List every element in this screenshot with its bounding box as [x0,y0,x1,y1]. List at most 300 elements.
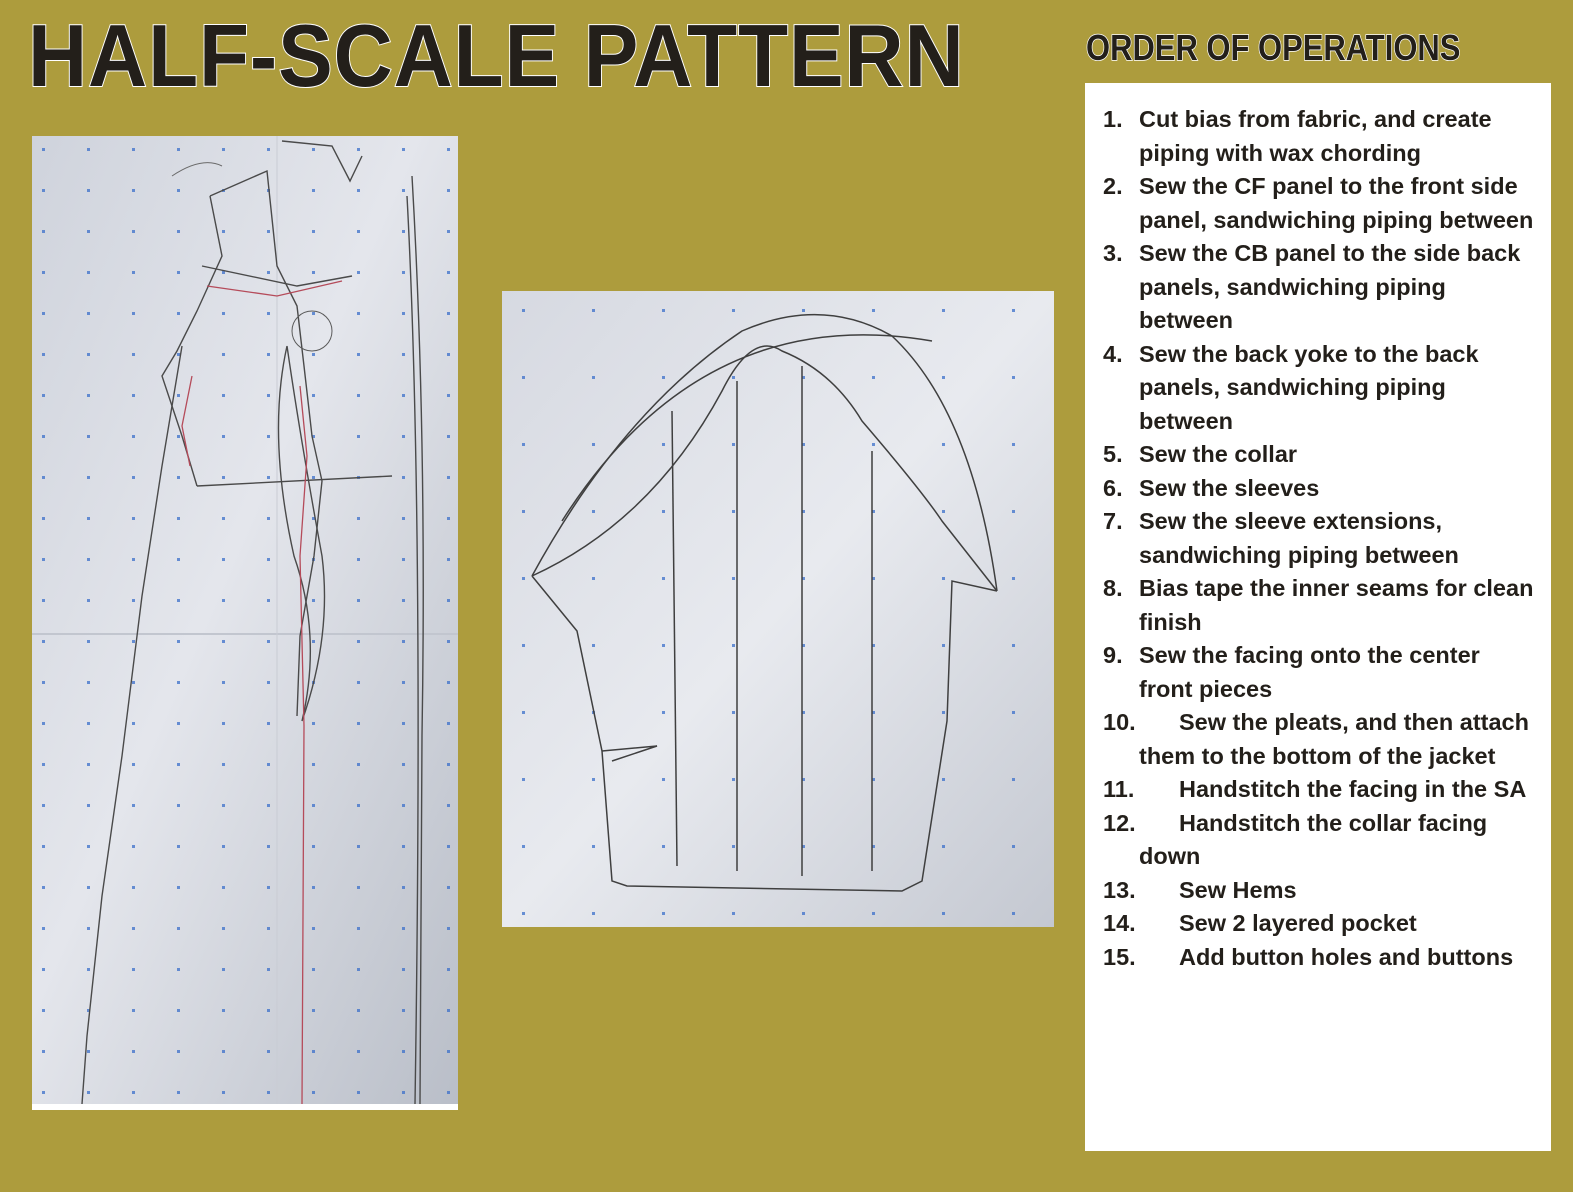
grid-dot [177,476,180,479]
item-text: Handstitch the collar facing down [1139,809,1488,869]
grid-dot [522,711,525,714]
grid-dot [87,599,90,602]
list-item [1103,438,1535,472]
grid-dot [357,845,360,848]
list-item [1103,572,1535,639]
grid-dot [357,1091,360,1094]
grid-dot [312,148,315,151]
list-item [1103,773,1535,807]
grid-dot [42,271,45,274]
grid-dot [402,1009,405,1012]
grid-dot [222,558,225,561]
grid-dot [267,845,270,848]
grid-dot [447,804,450,807]
grid-dot [312,230,315,233]
grid-dot [87,1050,90,1053]
grid-dot [222,722,225,725]
grid-dot [402,312,405,315]
grid-dot [942,510,945,513]
grid-dot [732,644,735,647]
bodice-pattern-photo [32,136,458,1110]
grid-dot [357,1050,360,1053]
grid-dot [312,1050,315,1053]
grid-dot [357,394,360,397]
grid-dot [132,681,135,684]
grid-dot [132,722,135,725]
grid-dot [132,271,135,274]
grid-dot [732,443,735,446]
grid-dot [132,394,135,397]
grid-dot [222,968,225,971]
grid-dot [357,148,360,151]
list-item [1103,170,1535,237]
grid-dot [1012,912,1015,915]
item-number: 2. [1103,173,1123,199]
grid-dot [732,912,735,915]
grid-dot [592,510,595,513]
grid-dot [662,376,665,379]
grid-dot [222,845,225,848]
grid-dot [1012,778,1015,781]
grid-dot [402,804,405,807]
grid-dot [522,443,525,446]
grid-dot [177,640,180,643]
grid-dot [662,912,665,915]
grid-dot [177,517,180,520]
grid-dot [87,230,90,233]
grid-dot [662,644,665,647]
grid-dot [177,353,180,356]
grid-dot [1012,711,1015,714]
grid-dot [132,804,135,807]
grid-dot [357,763,360,766]
bodice-pattern-drawing [32,136,458,1104]
grid-dot [447,1050,450,1053]
grid-dot [177,1091,180,1094]
grid-dot [87,517,90,520]
grid-dot [267,599,270,602]
grid-dot [87,1091,90,1094]
grid-dot [357,435,360,438]
grid-dot [222,394,225,397]
grid-dot [42,1050,45,1053]
grid-dot [177,886,180,889]
grid-dot [267,148,270,151]
grid-dot [447,189,450,192]
grid-dot [1012,376,1015,379]
grid-dot [312,1009,315,1012]
grid-dot [312,599,315,602]
grid-dot [222,148,225,151]
grid-dot [132,230,135,233]
grid-dot [267,1091,270,1094]
grid-dot [42,927,45,930]
grid-dot [132,763,135,766]
grid-dot [267,394,270,397]
item-text: Sew the pleats, and then attach them to the bottom of the jacket [1139,709,1529,769]
grid-dot [222,312,225,315]
item-text: Handstitch the facing in the SA [1179,776,1527,802]
grid-dot [42,804,45,807]
grid-dot [312,394,315,397]
grid-dot [942,912,945,915]
grid-dot [177,804,180,807]
list-item [1103,237,1535,338]
grid-dot [357,558,360,561]
grid-dot [942,644,945,647]
grid-dot [87,722,90,725]
grid-dot [357,804,360,807]
grid-dot [42,681,45,684]
grid-dot [942,443,945,446]
item-number: 7. [1103,508,1123,534]
grid-dot [177,558,180,561]
grid-dot [267,435,270,438]
grid-dot [312,312,315,315]
grid-dot [42,435,45,438]
grid-dot [732,510,735,513]
grid-dot [132,189,135,192]
grid-dot [447,148,450,151]
grid-dot [942,778,945,781]
item-number: 9. [1103,642,1123,668]
grid-dot [177,927,180,930]
grid-dot [132,886,135,889]
grid-dot [87,558,90,561]
grid-dot [222,517,225,520]
grid-dot [402,394,405,397]
grid-dot [42,353,45,356]
grid-dot [592,443,595,446]
grid-dot [447,394,450,397]
item-number: 10. [1103,709,1136,735]
grid-dot [132,1009,135,1012]
grid-dot [592,309,595,312]
grid-dot [447,1009,450,1012]
grid-dot [177,722,180,725]
item-number: 11. [1103,776,1135,802]
grid-dot [522,912,525,915]
grid-dot [312,927,315,930]
grid-dot [732,376,735,379]
grid-dot [1012,577,1015,580]
list-item [1103,472,1535,506]
grid-dot [177,148,180,151]
grid-dot [522,577,525,580]
grid-dot [357,189,360,192]
item-text: Sew 2 layered pocket [1179,910,1417,936]
grid-dot [942,845,945,848]
grid-dot [177,271,180,274]
grid-dot [222,353,225,356]
grid-dot [402,1050,405,1053]
grid-dot [267,927,270,930]
list-item [1103,941,1535,975]
list-item [1103,505,1535,572]
grid-dot [132,476,135,479]
grid-dot [522,644,525,647]
grid-dot [447,845,450,848]
grid-dot [662,443,665,446]
item-number: 6. [1103,474,1123,501]
grid-dot [87,968,90,971]
grid-dot [42,517,45,520]
grid-dot [447,476,450,479]
item-number: 1. [1103,106,1123,132]
grid-dot [402,927,405,930]
grid-dot [177,189,180,192]
item-text: Sew the CB panel to the side back panels, sandwiching piping between [1139,240,1521,333]
grid-dot [177,312,180,315]
grid-dot [222,1050,225,1053]
item-text: Sew the sleeves [1139,474,1320,501]
grid-dot [357,517,360,520]
grid-dot [87,476,90,479]
item-number: 5. [1103,441,1123,467]
grid-dot [177,435,180,438]
grid-dot [222,763,225,766]
grid-dot [357,640,360,643]
grid-dot [942,376,945,379]
grid-dot [402,968,405,971]
operations-panel [1085,83,1551,1151]
grid-dot [42,189,45,192]
grid-dot [222,804,225,807]
grid-dot [312,845,315,848]
grid-dot [402,640,405,643]
grid-dot [87,353,90,356]
grid-dot [662,309,665,312]
list-item [1103,807,1535,874]
grid-dot [132,353,135,356]
grid-dot [267,230,270,233]
grid-dot [312,640,315,643]
grid-dot [312,804,315,807]
grid-dot [402,886,405,889]
grid-dot [402,1091,405,1094]
grid-dot [592,912,595,915]
grid-dot [402,599,405,602]
grid-dot [447,1091,450,1094]
grid-dot [447,435,450,438]
grid-dot [662,845,665,848]
grid-dot [87,886,90,889]
grid-dot [42,312,45,315]
grid-dot [732,778,735,781]
grid-dot [592,845,595,848]
grid-dot [267,722,270,725]
grid-dot [447,517,450,520]
grid-dot [42,1009,45,1012]
grid-dot [177,1050,180,1053]
grid-dot [942,577,945,580]
grid-dot [87,763,90,766]
grid-dot [222,886,225,889]
grid-dot [177,1009,180,1012]
grid-dot [267,681,270,684]
grid-dot [132,599,135,602]
grid-dot [802,912,805,915]
grid-dot [132,558,135,561]
grid-dot [402,558,405,561]
grid-dot [802,309,805,312]
grid-dot [312,189,315,192]
grid-dot [357,599,360,602]
grid-dot [592,577,595,580]
grid-dot [87,804,90,807]
grid-dot [132,1050,135,1053]
grid-dot [357,681,360,684]
grid-dot [447,927,450,930]
grid-dot [357,886,360,889]
operations-list [1085,83,1551,974]
grid-dot [942,711,945,714]
list-item [1103,706,1535,773]
item-number: 8. [1103,575,1123,601]
item-text: Bias tape the inner seams for clean finish [1139,575,1534,635]
grid-dot [592,376,595,379]
grid-dot [402,517,405,520]
grid-dot [357,230,360,233]
grid-dot [942,309,945,312]
grid-dot [42,476,45,479]
item-number: 3. [1103,240,1123,266]
grid-dot [267,763,270,766]
grid-dot [402,681,405,684]
grid-dot [267,312,270,315]
grid-dot [87,394,90,397]
grid-dot [132,927,135,930]
grid-dot [872,443,875,446]
sleeve-pattern-drawing [502,291,1054,927]
grid-dot [132,1091,135,1094]
grid-dot [402,763,405,766]
grid-dot [42,968,45,971]
grid-dot [132,148,135,151]
grid-dot [1012,644,1015,647]
grid-dot [357,927,360,930]
grid-dot [87,148,90,151]
grid-dot [87,845,90,848]
grid-dot [132,968,135,971]
grid-dot [267,517,270,520]
grid-dot [222,435,225,438]
grid-dot [447,558,450,561]
grid-dot [267,558,270,561]
grid-dot [522,510,525,513]
grid-dot [402,722,405,725]
grid-dot [522,309,525,312]
grid-dot [87,640,90,643]
grid-dot [222,927,225,930]
grid-dot [87,681,90,684]
list-item [1103,103,1535,170]
grid-dot [177,968,180,971]
item-number: 13. [1103,876,1136,903]
item-number: 4. [1103,340,1123,367]
grid-dot [312,1091,315,1094]
grid-dot [42,558,45,561]
grid-dot [447,968,450,971]
grid-dot [42,230,45,233]
grid-dot [42,1091,45,1094]
grid-dot [267,886,270,889]
grid-dot [177,681,180,684]
grid-dot [267,804,270,807]
grid-dot [357,271,360,274]
grid-dot [222,230,225,233]
grid-dot [662,778,665,781]
grid-dot [447,271,450,274]
grid-dot [222,476,225,479]
grid-dot [1012,510,1015,513]
grid-dot [177,763,180,766]
grid-dot [402,189,405,192]
grid-dot [267,271,270,274]
list-item [1103,338,1535,439]
grid-dot [447,681,450,684]
grid-dot [42,640,45,643]
grid-dot [267,353,270,356]
page-title: HALF-SCALE PATTERN [28,6,965,105]
grid-dot [312,476,315,479]
grid-dot [447,722,450,725]
grid-dot [42,763,45,766]
grid-dot [312,722,315,725]
grid-dot [312,763,315,766]
grid-dot [1012,845,1015,848]
grid-dot [447,353,450,356]
grid-dot [732,577,735,580]
grid-dot [42,845,45,848]
grid-dot [732,309,735,312]
grid-dot [312,271,315,274]
grid-dot [222,1091,225,1094]
grid-dot [42,886,45,889]
item-text: Sew Hems [1179,876,1297,903]
grid-dot [402,353,405,356]
grid-dot [1012,309,1015,312]
grid-dot [357,1009,360,1012]
item-text: Sew the CF panel to the front side panel, sandwiching piping between [1139,173,1534,233]
item-text: Sew the facing onto the center front pieces [1139,642,1480,702]
grid-dot [522,845,525,848]
grid-dot [42,148,45,151]
grid-dot [402,845,405,848]
grid-dot [177,394,180,397]
grid-dot [132,517,135,520]
sleeve-pattern-photo [502,291,1054,927]
grid-dot [872,309,875,312]
grid-dot [732,711,735,714]
grid-dot [662,510,665,513]
list-item [1103,639,1535,706]
grid-dot [42,394,45,397]
item-number: 14. [1103,910,1136,936]
item-number: 15. [1103,943,1136,970]
grid-dot [42,722,45,725]
grid-dot [522,376,525,379]
grid-dot [447,599,450,602]
grid-dot [87,271,90,274]
item-text: Cut bias from fabric, and create piping with wax chording [1139,106,1492,166]
grid-dot [312,886,315,889]
grid-dot [662,577,665,580]
grid-dot [357,353,360,356]
grid-dot [872,376,875,379]
list-item [1103,907,1535,941]
grid-dot [132,845,135,848]
